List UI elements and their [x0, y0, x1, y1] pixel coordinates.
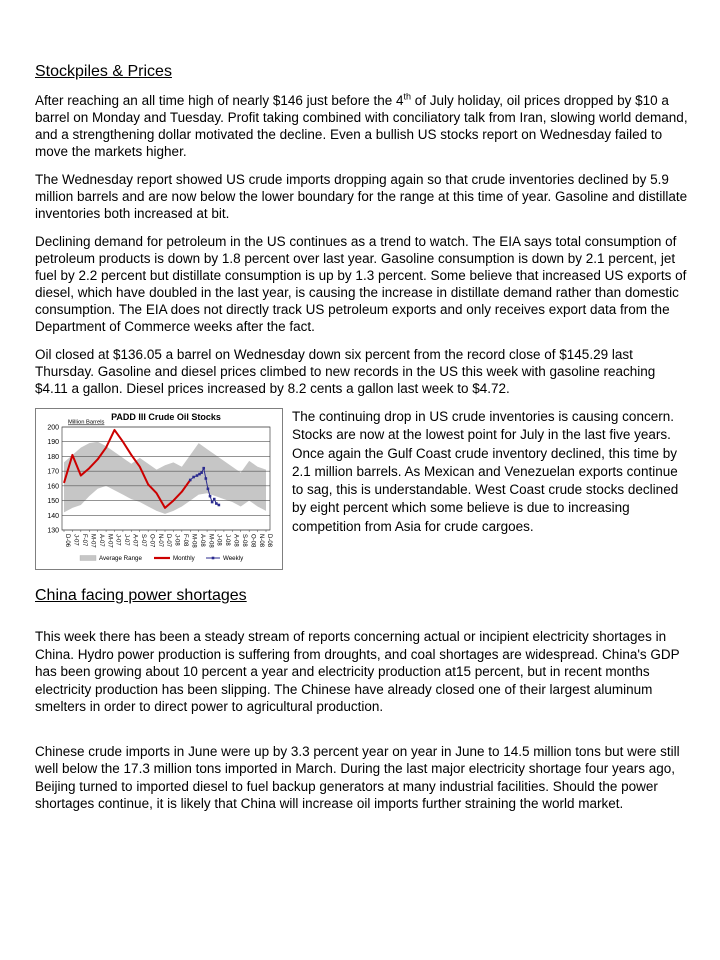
svg-text:N-07: N-07	[156, 534, 163, 548]
svg-text:130: 130	[47, 527, 59, 535]
svg-text:M-08: M-08	[190, 534, 197, 548]
paragraph-chinese-crude-imports: Chinese crude imports in June were up by 3.3 percent year on year in June to 14.5 million tons but were still well below the 17.3 million tons imported in March. During the last major electricity shortage four years ago, Beijing turned to imported diesel to fuel backup generators at many industrial facilities. Should the power shortages continue, it is likely that China will increase oil imports further straining the world market.	[35, 743, 680, 811]
paragraph-oil-closed: Oil closed at $136.05 a barrel on Wednesday down six percent from the record close of $145.29 last Thursday. Gasoline and diesel prices climbed to new records in the US this week with gasoline reaching $4.11 a gallon. Diesel prices increased by 8.2 cents a gallon last week to $4.72.	[35, 347, 656, 396]
paragraph-inventory-drop: The continuing drop in US crude inventories is causing concern. Stocks are now at the lowest point for July in the last five years. Once again the Gulf Coast crude inventory declined, this time by 2.1 million barrels. As Mexican and Venezuelan exports continue to sag, this is understandable. West Coast crude stocks declined by eight percent which some believe is due to increasing competition from Asia for crude cargoes.	[292, 409, 679, 534]
padd3-crude-oil-stocks-chart	[35, 408, 283, 570]
svg-text:Weekly: Weekly	[223, 555, 244, 562]
svg-text:Monthly: Monthly	[173, 555, 195, 562]
svg-text:D-06: D-06	[64, 534, 71, 548]
paragraph-declining-demand: Declining demand for petroleum in the US continues as a trend to watch. The EIA says total consumption of petroleum products is down by 1.8 percent over last year. Gasoline consumption is down by 2.1 percent, jet fuel by 2.2 percent but distillate consumption is up by 1.3 percent. Some believe that increased US exports of diesel, which have doubled in the last year, is causing the increase in distillate demand rather than domestic consumption. The EIA does not directly track US petroleum exports and only receives export data from the Department of Commerce weeks after the fact.	[35, 234, 687, 334]
svg-text:M-07: M-07	[106, 534, 113, 548]
svg-text:A-08: A-08	[232, 534, 239, 547]
svg-text:J-07: J-07	[114, 534, 121, 546]
svg-text:F-08: F-08	[182, 534, 189, 547]
chart-and-text-row	[35, 408, 690, 570]
svg-text:PADD III Crude Oil Stocks: PADD III Crude Oil Stocks	[111, 412, 221, 422]
svg-text:J-08: J-08	[173, 534, 180, 546]
svg-text:A-07: A-07	[131, 534, 138, 547]
svg-text:180: 180	[47, 453, 59, 461]
svg-text:D-08: D-08	[266, 534, 273, 548]
svg-text:J-07: J-07	[123, 534, 130, 546]
ordinal-superscript: th	[403, 91, 411, 102]
paragraph-oil-prices	[35, 92, 690, 160]
paragraph-electricity-shortages: This week there has been a steady stream of reports concerning actual or incipient electricity shortages in China. Hydro power production is suffering from droughts, and coal shortages are widespread. China's GDP has been growing about 10 percent a year and electricity production at15 percent, but in recent months electricity production has been slipping. The Chinese have already closed one of their largest aluminum smelters in order to direct power to agricultural production.	[35, 629, 680, 714]
svg-text:S-08: S-08	[240, 534, 247, 547]
svg-text:A-07: A-07	[97, 534, 104, 547]
svg-text:150: 150	[47, 498, 59, 506]
svg-text:J-07: J-07	[72, 534, 79, 546]
svg-text:170: 170	[47, 468, 59, 476]
section-china	[35, 586, 690, 813]
svg-text:140: 140	[47, 512, 59, 520]
svg-text:A-08: A-08	[198, 534, 205, 547]
svg-text:160: 160	[47, 483, 59, 491]
para1-text-after-superscript: of July holiday, oil prices dropped by $10 a barrel on Monday and Tuesday. Profit taking combined with conciliatory talk from Iran, slowing world demand, and a strengthening dollar motivated the decline. Even a bullish US stocks report on Wednesday failed to move the markets higher.	[35, 93, 688, 159]
svg-text:J-08: J-08	[224, 534, 231, 546]
section-heading-stockpiles: Stockpiles & Prices	[35, 63, 172, 80]
svg-text:F-07: F-07	[81, 534, 88, 547]
svg-text:190: 190	[47, 439, 59, 447]
svg-text:O-07: O-07	[148, 534, 155, 548]
svg-text:M-08: M-08	[207, 534, 214, 548]
para1-text-before-superscript: After reaching an all time high of nearly $146 just before the 4	[35, 93, 404, 108]
svg-text:M-07: M-07	[89, 534, 96, 548]
padd3-chart-svg	[36, 409, 282, 569]
svg-text:O-08: O-08	[249, 534, 256, 548]
svg-text:200: 200	[47, 424, 59, 432]
section-heading-china: China facing power shortages	[35, 587, 247, 604]
paragraph-wednesday-report: The Wednesday report showed US crude imports dropping again so that crude inventories declined by 5.9 million barrels and are now below the lower boundary for the range at this time of year. Gasoline and distillate inventories both increased at bit.	[35, 172, 688, 221]
svg-text:Million Barrels: Million Barrels	[68, 419, 105, 426]
svg-text:D-07: D-07	[165, 534, 172, 548]
svg-text:N-08: N-08	[257, 534, 264, 548]
svg-text:S-07: S-07	[139, 534, 146, 547]
svg-text:J-08: J-08	[215, 534, 222, 546]
svg-text:Average Range: Average Range	[99, 555, 142, 562]
